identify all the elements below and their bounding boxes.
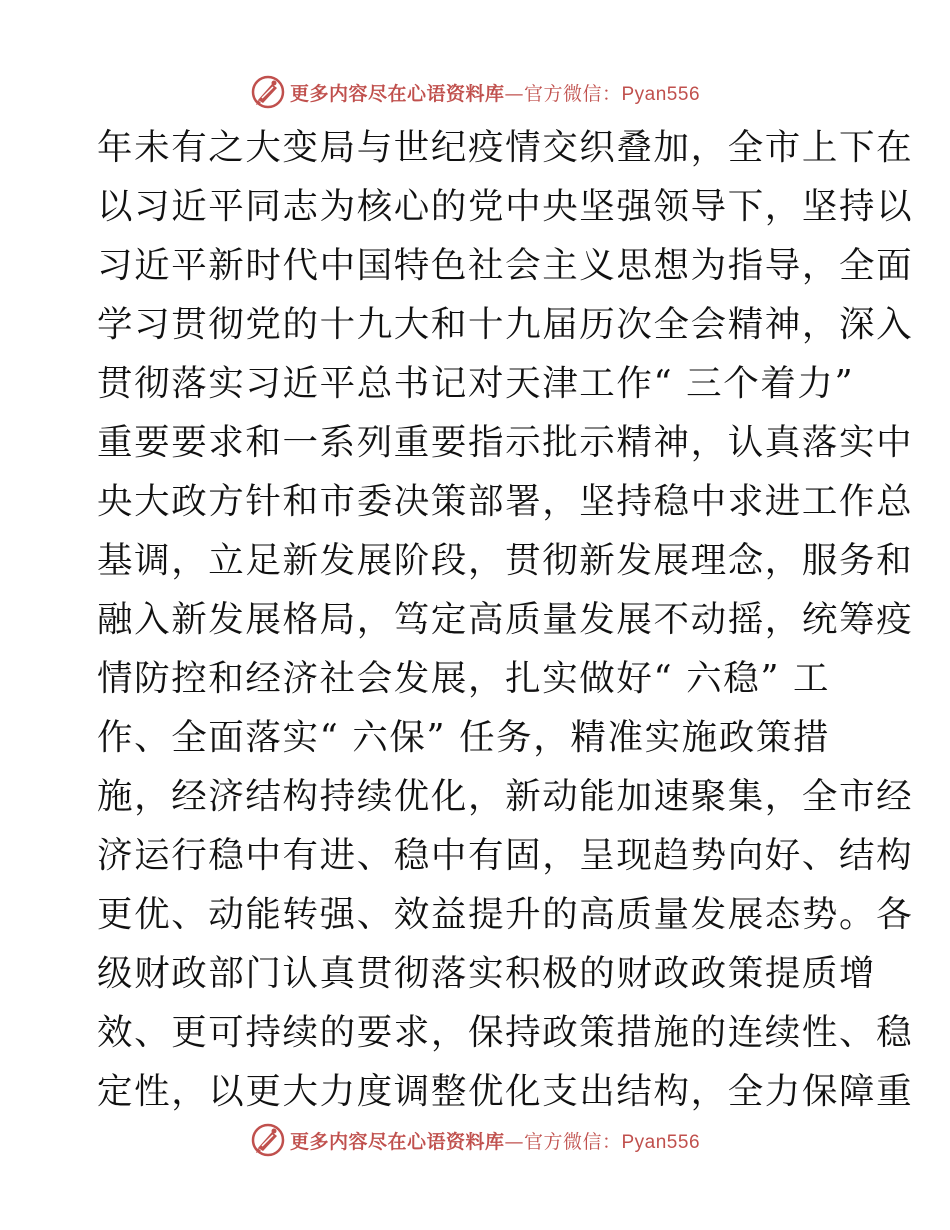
body-line: 融入新发展格局，笃定高质量发展不动摇，统筹疫 [97, 599, 914, 640]
body-line: 习近平新时代中国特色社会主义思想为指导，全面 [97, 245, 914, 286]
body-line: 以习近平同志为核心的党中央坚强领导下，坚持以 [97, 186, 914, 227]
watermark-text [290, 1127, 700, 1154]
body-line: 济运行稳中有进、稳中有固，呈现趋势向好、结构 [97, 835, 914, 876]
document-body [97, 118, 914, 1121]
body-line: 级财政部门认真贯彻落实积极的财政政策提质增 [97, 953, 877, 994]
watermark-contact: 官方微信：Pyan556 [524, 1131, 701, 1153]
watermark-contact: 官方微信：Pyan556 [524, 83, 701, 105]
body-line: 贯彻落实习近平总书记对天津工作“ 三个着力” [97, 363, 855, 404]
body-line: 情防控和经济社会发展，扎实做好“ 六稳” 工 [97, 658, 831, 699]
body-line: 定性，以更大力度调整优化支出结构，全力保障重 [97, 1071, 914, 1112]
body-line: 央大政方针和市委决策部署，坚持稳中求进工作总 [97, 481, 914, 522]
body-line: 基调，立足新发展阶段，贯彻新发展理念，服务和 [97, 540, 914, 581]
body-line: 学习贯彻党的十九大和十九届历次全会精神，深入 [97, 304, 914, 345]
watermark-separator: — [504, 1130, 524, 1153]
body-line: 作、全面落实“ 六保” 任务，精准实施政策措 [97, 717, 831, 758]
body-line: 效、更可持续的要求，保持政策措施的连续性、稳 [97, 1012, 914, 1053]
watermark-separator: — [504, 82, 524, 105]
pen-nib-logo-icon [250, 1122, 286, 1158]
watermark-brand: 更多内容尽在心语资料库 [289, 82, 505, 105]
body-line: 年未有之大变局与世纪疫情交织叠加，全市上下在 [97, 127, 914, 168]
body-line: 重要要求和一系列重要指示批示精神，认真落实中 [97, 422, 914, 463]
body-line: 施，经济结构持续优化，新动能加速聚集，全市经 [97, 776, 914, 817]
header-watermark [0, 72, 950, 112]
pen-nib-logo-icon [250, 74, 286, 110]
watermark-brand: 更多内容尽在心语资料库 [289, 1130, 505, 1153]
watermark-text [290, 79, 700, 106]
body-line: 更优、动能转强、效益提升的高质量发展态势。各 [97, 894, 914, 935]
footer-watermark [0, 1120, 950, 1160]
